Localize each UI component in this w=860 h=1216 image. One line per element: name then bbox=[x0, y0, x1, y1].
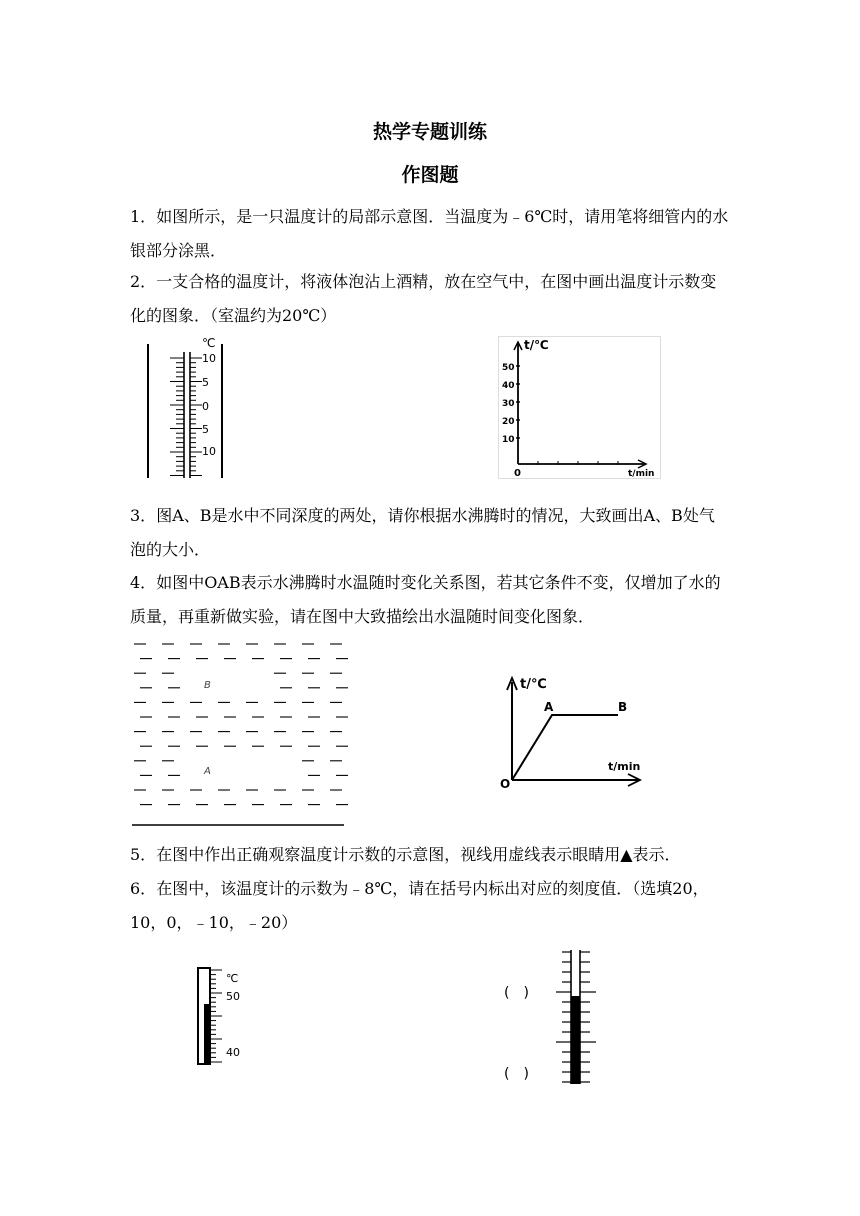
question-number: 6． bbox=[130, 879, 157, 898]
question-2 bbox=[130, 265, 730, 333]
question-text: 一支合格的温度计，将液体泡沾上酒精，放在空气中，在图中画出温度计示数变化的图象．（室温约为20℃） bbox=[130, 272, 717, 325]
scale-label: 50 bbox=[226, 990, 240, 1003]
question-text: 在图中，该温度计的示数为﹣8℃，请在括号内标出对应的刻度值．（选填20，10，0，﹣10，﹣20） bbox=[130, 879, 709, 932]
tick-label: 5 bbox=[202, 376, 209, 389]
point-a-label: A bbox=[204, 766, 211, 777]
unit-label: ℃ bbox=[226, 972, 239, 985]
tick-label: 10 bbox=[202, 352, 216, 365]
point-b-label: B bbox=[618, 700, 628, 714]
thermometer-figure-3 bbox=[500, 948, 610, 1088]
tick-label: 5 bbox=[202, 423, 209, 436]
y-axis-label: t/℃ bbox=[524, 338, 549, 352]
question-number: 1． bbox=[130, 207, 157, 226]
question-4 bbox=[130, 566, 730, 634]
water-figure bbox=[128, 636, 348, 832]
y-tick-label: 50 bbox=[502, 363, 515, 373]
blank-bracket-top: ( ) bbox=[504, 985, 529, 1001]
page-title: 热学专题训练 bbox=[372, 121, 487, 143]
y-axis-label: t/℃ bbox=[520, 677, 547, 692]
question-text: 图A、B是水中不同深度的两处，请你根据水沸腾时的情况，大致画出A、B处气泡的大小． bbox=[130, 506, 715, 559]
thermometer-figure-2 bbox=[190, 964, 254, 1068]
thermometer-figure-1 bbox=[140, 334, 240, 480]
question-text: 如图所示，是一只温度计的局部示意图．当温度为﹣6℃时，请用笔将细管内的水银部分涂黑． bbox=[130, 207, 729, 260]
x-axis-label: t/min bbox=[608, 760, 641, 773]
page-subtitle: 作图题 bbox=[401, 164, 459, 186]
y-tick-label: 10 bbox=[502, 435, 515, 445]
question-6 bbox=[130, 872, 730, 940]
question-number: 5． bbox=[130, 845, 157, 864]
question-3 bbox=[130, 499, 730, 567]
question-text: 如图中OAB表示水沸腾时水温随时变化关系图，若其它条件不变，仅增加了水的质量，再重新做实验，请在图中大致描绘出水温随时间变化图象． bbox=[130, 573, 721, 626]
question-number: 2． bbox=[130, 272, 157, 291]
origin-label: 0 bbox=[514, 468, 521, 479]
unit-label: ℃ bbox=[202, 336, 216, 350]
question-text: 在图中作出正确观察温度计示数的示意图，视线用虚线表示眼睛用▲表示． bbox=[156, 845, 681, 864]
y-tick-label: 30 bbox=[502, 399, 515, 409]
y-tick-label: 20 bbox=[502, 417, 515, 427]
temperature-graph-1 bbox=[498, 336, 662, 480]
scale-label: 40 bbox=[226, 1046, 240, 1059]
x-axis-label: t/min bbox=[628, 469, 655, 479]
boiling-graph bbox=[494, 668, 654, 792]
tick-label: 10 bbox=[202, 445, 216, 458]
question-1 bbox=[130, 200, 730, 268]
question-number: 4． bbox=[130, 573, 157, 592]
origin-label: O bbox=[500, 777, 511, 791]
blank-bracket-bottom: ( ) bbox=[504, 1066, 529, 1082]
y-tick-label: 40 bbox=[502, 381, 515, 391]
point-a-label: A bbox=[544, 700, 554, 714]
question-number: 3． bbox=[130, 506, 157, 525]
question-5 bbox=[130, 838, 730, 872]
tick-label: 0 bbox=[202, 400, 209, 413]
point-b-label: B bbox=[204, 680, 211, 691]
